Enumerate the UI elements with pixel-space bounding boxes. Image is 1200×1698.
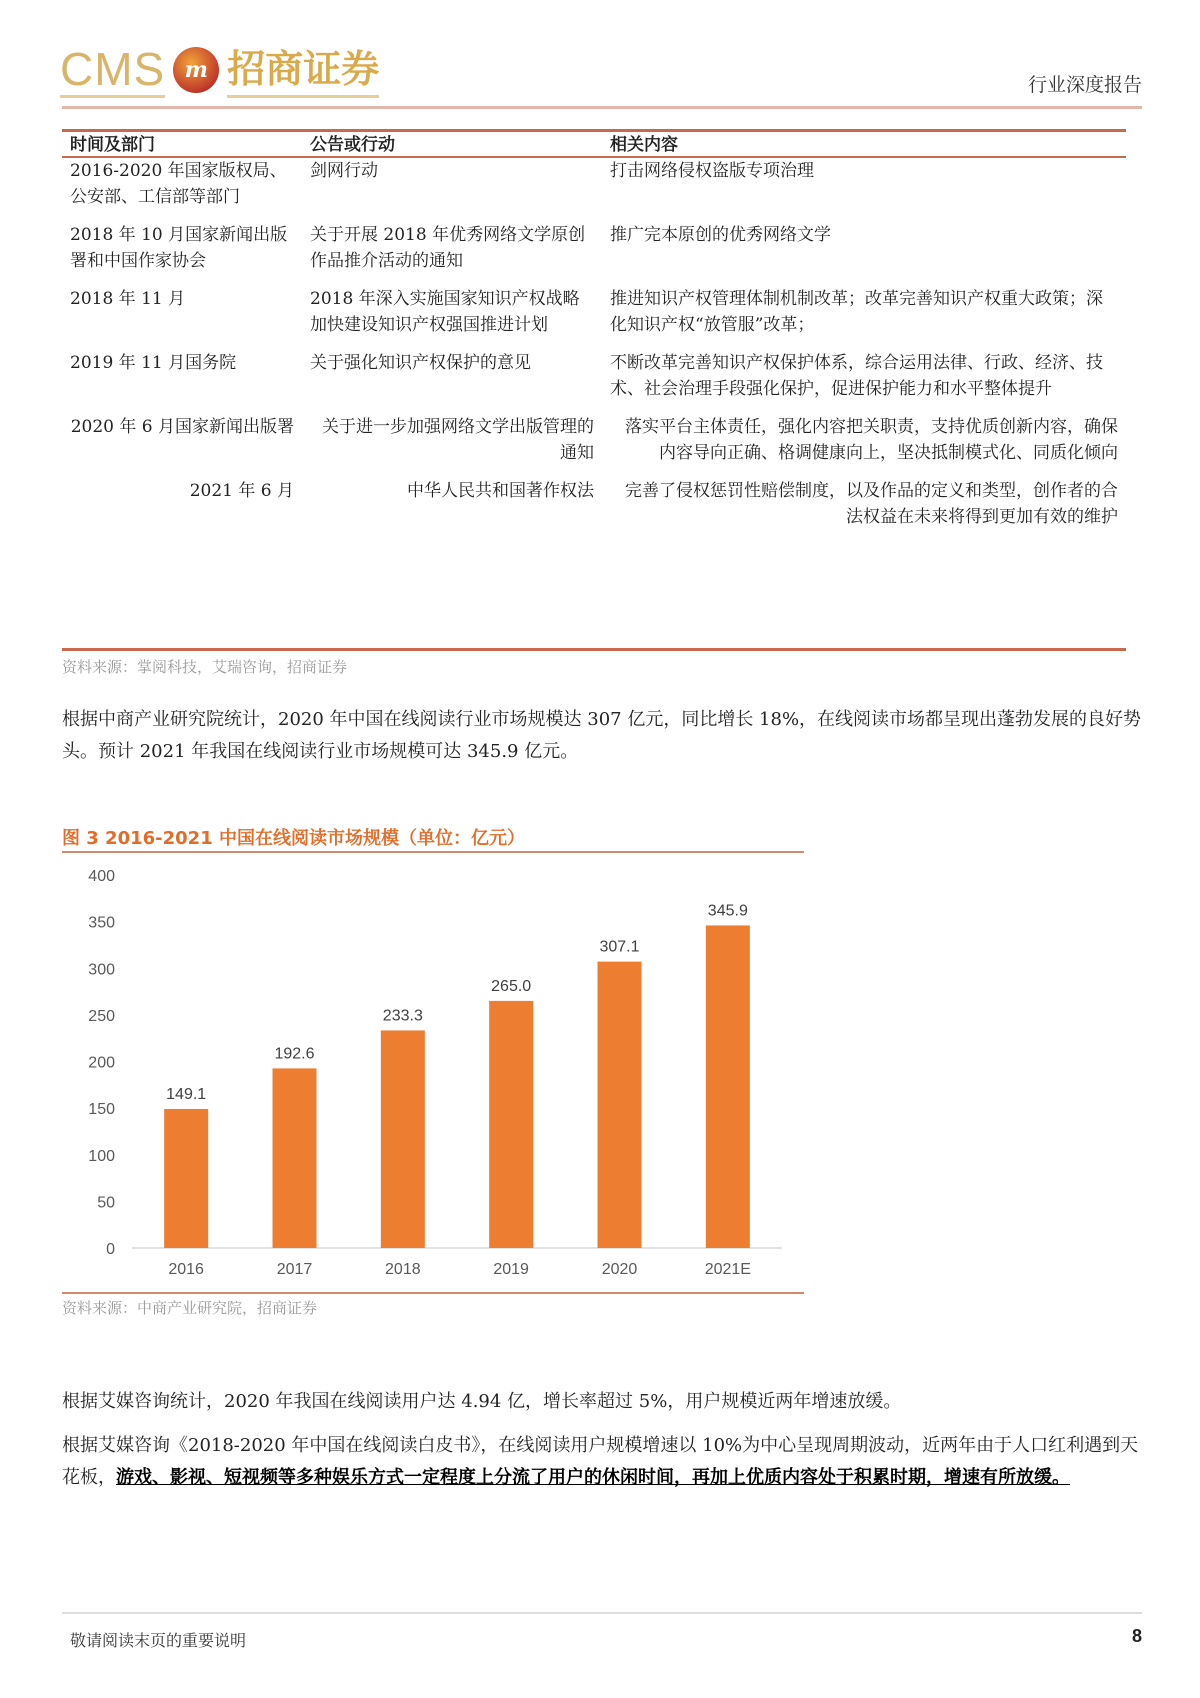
table-cell-time: 2019 年 11 月国务院 (70, 353, 237, 373)
bar (489, 1001, 533, 1248)
table-cell-content: 打击网络侵权盗版专项治理 (610, 161, 814, 181)
logo-cn: 招商证券 (227, 43, 379, 98)
x-tick-label: 2016 (168, 1261, 204, 1278)
table-row (62, 478, 1126, 542)
table-cell-content: 推广完本原创的优秀网络文学 (610, 225, 831, 245)
table-row (62, 158, 1126, 222)
table-cell-time: 2016-2020 年国家版权局、公安部、工信部等部门 (70, 161, 287, 207)
bar (381, 1030, 425, 1248)
paragraph-text: 根据艾媒咨询《2018-2020 年中国在线阅读白皮书》，在线阅读用户规模增速以 10%为中心呈现周期波动，近两年由于人口红利遇到天花板， (62, 1435, 1139, 1488)
paragraph-emphasis: 游戏、影视、短视频等多种娱乐方式一定程度上分流了用户的休闲时间，再加上优质内容处于积累时期，增速有所放缓。 (116, 1467, 1070, 1488)
chart-title-rule (62, 851, 804, 853)
data-label: 307.1 (599, 938, 640, 956)
table-cell-time: 2021 年 6 月 (189, 481, 294, 501)
x-tick-label: 2017 (276, 1261, 313, 1278)
data-label: 233.3 (382, 1007, 423, 1025)
policy-table (62, 132, 1126, 542)
y-tick-label: 50 (97, 1194, 115, 1212)
col-header: 公告或行动 (310, 135, 395, 155)
y-tick-label: 200 (88, 1054, 115, 1072)
col-header: 时间及部门 (70, 135, 155, 155)
table-cell-time: 2018 年 10 月国家新闻出版署和中国作家协会 (70, 225, 288, 271)
report-type: 行业深度报告 (1027, 74, 1142, 96)
data-label: 345.9 (707, 902, 748, 920)
logo-en: CMS (60, 43, 165, 98)
data-label: 149.1 (166, 1085, 207, 1103)
y-tick-label: 100 (88, 1147, 115, 1165)
paragraph: 根据艾媒咨询统计，2020 年我国在线阅读用户达 4.94 亿，增长率超过 5%，用户规模近两年增速放缓。 (62, 1391, 902, 1412)
table-cell-content: 落实平台主体责任，强化内容把关职责，支持优质创新内容，确保内容导向正确、格调健康向上，坚决抵制模式化、同质化倾向 (625, 417, 1118, 463)
x-tick-label: 2019 (493, 1261, 529, 1278)
col-header: 相关内容 (610, 135, 678, 155)
table-cell-time: 2018 年 11 月 (70, 289, 186, 309)
paragraph (62, 1430, 1142, 1494)
table-cell-action: 关于强化知识产权保护的意见 (310, 353, 531, 373)
table-cell-content: 推进知识产权管理体制机制改革；改革完善知识产权重大政策；深化知识产权“放管服”改革； (610, 289, 1103, 335)
header-divider (62, 106, 1142, 109)
table-bottom-rule (62, 648, 1126, 651)
y-tick-label: 0 (106, 1241, 115, 1258)
chart-bottom-rule (62, 1292, 804, 1294)
paragraph: 根据中商产业研究院统计，2020 年中国在线阅读行业市场规模达 307 亿元，同比增长 18%，在线阅读市场都呈现出蓬勃发展的良好势头。预计 2021 年我国在线阅读行业市场规模可达 345.9 亿元。 (62, 709, 1142, 762)
table-row (62, 414, 1126, 478)
table-cell-content: 完善了侵权惩罚性赔偿制度，以及作品的定义和类型，创作者的合法权益在未来将得到更加有效的维护 (625, 481, 1118, 527)
table-row (62, 222, 1126, 286)
y-tick-label: 250 (88, 1007, 115, 1025)
table-cell-action: 关于进一步加强网络文学出版管理的通知 (322, 417, 594, 463)
x-tick-label: 2021E (704, 1261, 751, 1278)
table-cell-time: 2020 年 6 月国家新闻出版署 (70, 417, 294, 437)
table-row (62, 350, 1126, 414)
table-row (62, 286, 1126, 350)
table-cell-action: 中华人民共和国著作权法 (407, 481, 594, 501)
x-tick-label: 2018 (385, 1261, 421, 1278)
market-size-chart (62, 855, 804, 1292)
y-tick-label: 300 (88, 961, 115, 979)
y-tick-label: 350 (88, 914, 115, 932)
footer-note: 敬请阅读末页的重要说明 (70, 1631, 247, 1650)
logo-emblem-icon: m (173, 47, 219, 93)
data-label: 265.0 (491, 977, 532, 995)
page-number: 8 (1131, 1626, 1142, 1646)
chart-title: 图 3 2016-2021 中国在线阅读市场规模（单位：亿元） (62, 828, 525, 849)
data-label: 192.6 (274, 1045, 315, 1063)
bar (598, 962, 642, 1248)
y-tick-label: 400 (88, 868, 115, 885)
x-tick-label: 2020 (601, 1261, 638, 1278)
table-cell-content: 不断改革完善知识产权保护体系，综合运用法律、行政、经济、技术、社会治理手段强化保护，促进保护能力和水平整体提升 (610, 353, 1103, 399)
bar (164, 1109, 208, 1248)
cms-logo (60, 40, 379, 100)
y-tick-label: 150 (88, 1101, 115, 1119)
table-cell-action: 剑网行动 (310, 161, 378, 181)
bar (706, 925, 750, 1248)
footer-divider (62, 1612, 1142, 1614)
chart-source: 资料来源：中商产业研究院，招商证券 (62, 1299, 318, 1317)
table-source: 资料来源：掌阅科技，艾瑞咨询，招商证券 (62, 658, 348, 676)
bar (273, 1068, 317, 1248)
table-cell-action: 2018 年深入实施国家知识产权战略加快建设知识产权强国推进计划 (310, 289, 580, 335)
table-cell-action: 关于开展 2018 年优秀网络文学原创作品推介活动的通知 (310, 225, 586, 271)
